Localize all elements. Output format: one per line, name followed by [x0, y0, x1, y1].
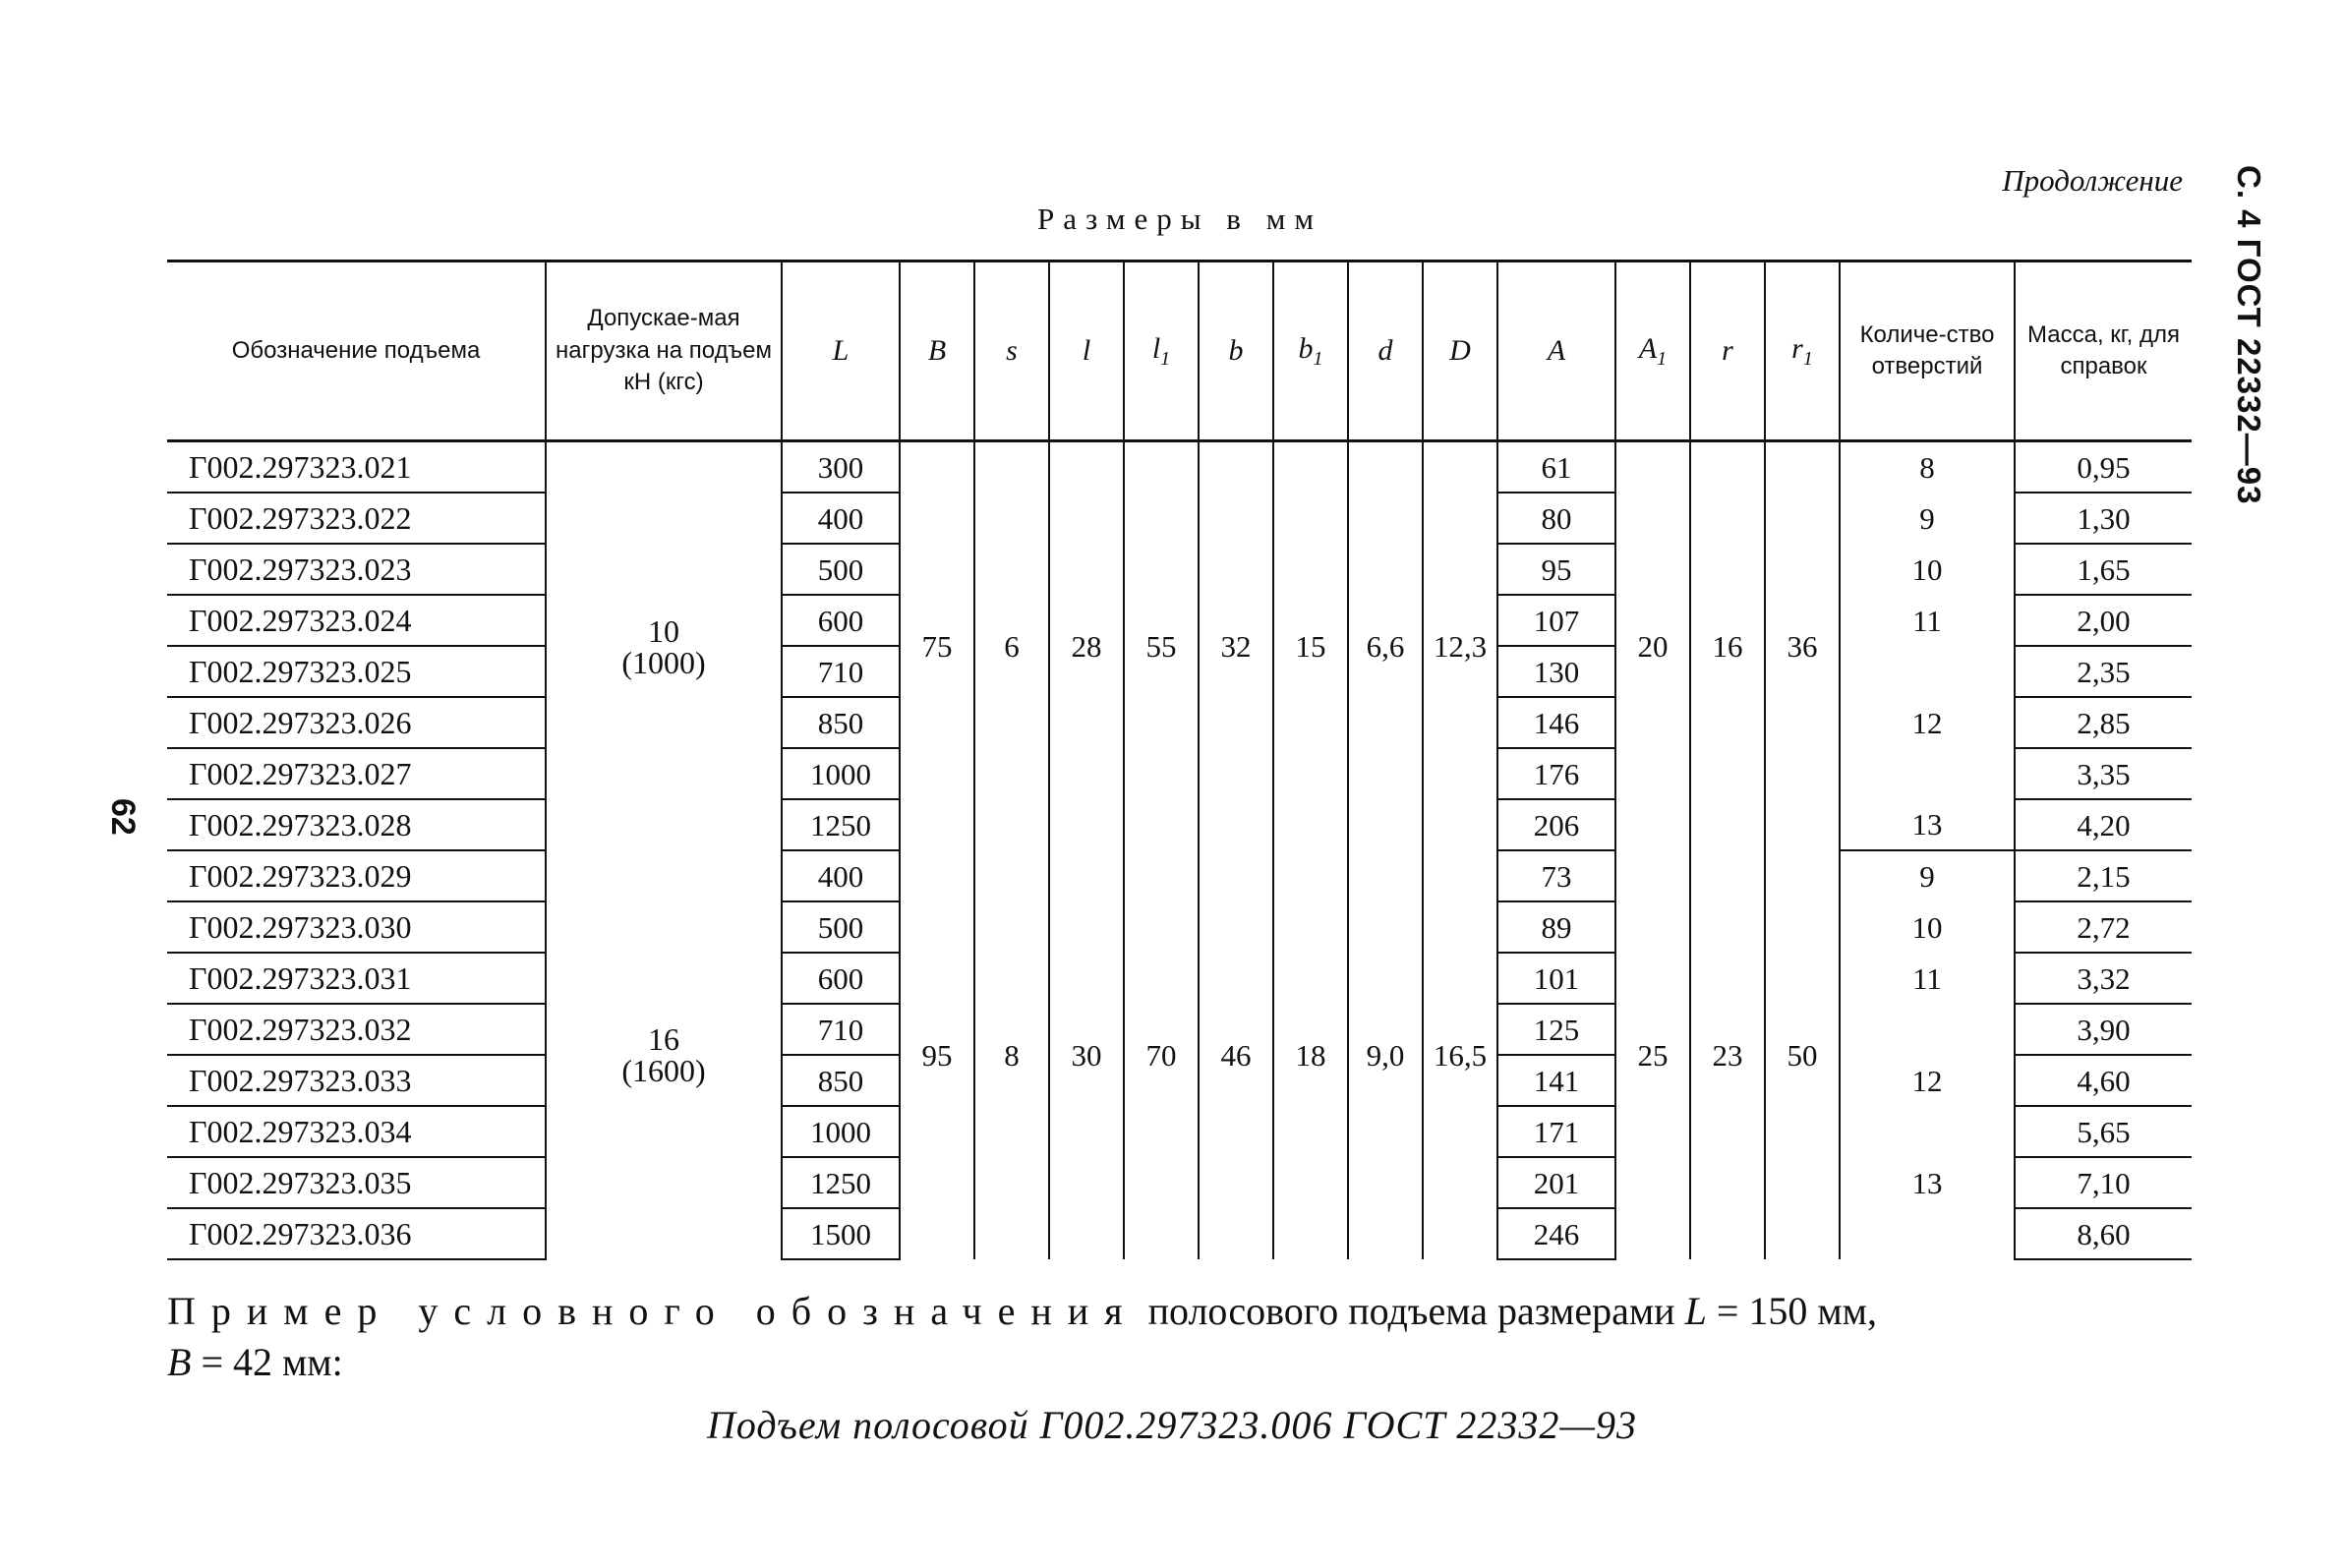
- cell-designation: Г002.297323.028: [167, 799, 546, 850]
- cell-A: 61: [1497, 441, 1615, 494]
- cell-L: 1250: [782, 799, 900, 850]
- cell-designation: Г002.297323.030: [167, 901, 546, 953]
- cell-A: 95: [1497, 544, 1615, 595]
- example-text: полосового подъема размерами: [1147, 1289, 1675, 1333]
- example-L-value: = 150 мм,: [1716, 1289, 1877, 1333]
- cell-designation: Г002.297323.023: [167, 544, 546, 595]
- designation-example: Подъем полосовой Г002.297323.006 ГОСТ 22332—93: [707, 1403, 1637, 1447]
- cell-holes: 12: [1840, 1055, 2015, 1106]
- cell-holes: [1840, 1004, 2015, 1055]
- cell-A: 130: [1497, 646, 1615, 697]
- col-A1-sub: 1: [1657, 348, 1668, 370]
- side-header: [2224, 165, 2283, 549]
- col-designation: Обозначение подъема: [167, 261, 546, 441]
- cell-designation: Г002.297323.027: [167, 748, 546, 799]
- cell-holes: 10: [1840, 901, 2015, 953]
- cell-L: 1000: [782, 748, 900, 799]
- col-load: Допускае-мая нагрузка на подъем кН (кгс): [546, 261, 782, 441]
- side-header-text: С. 4 ГОСТ 22332—93: [2231, 165, 2267, 505]
- cell-A: 176: [1497, 748, 1615, 799]
- cell-A: 171: [1497, 1106, 1615, 1157]
- col-r1-symbol: r: [1791, 332, 1803, 365]
- col-b1-symbol: b: [1298, 332, 1314, 365]
- cell-L: 1000: [782, 1106, 900, 1157]
- col-l1: [1124, 261, 1199, 441]
- table-caption: Размеры в мм: [1037, 202, 1322, 236]
- cell-A: 141: [1497, 1055, 1615, 1106]
- col-mass: Масса, кг, для справок: [2015, 261, 2192, 441]
- cell-r1: 36: [1765, 441, 1840, 851]
- cell-A: 89: [1497, 901, 1615, 953]
- cell-A: 246: [1497, 1208, 1615, 1259]
- cell-holes: 10: [1840, 544, 2015, 595]
- cell-mass: 3,32: [2015, 953, 2192, 1004]
- cell-mass: 0,95: [2015, 441, 2192, 494]
- col-r1: [1765, 261, 1840, 441]
- page-number-text: 62: [104, 798, 142, 836]
- cell-mass: 8,60: [2015, 1208, 2192, 1259]
- cell-l: 30: [1049, 850, 1124, 1259]
- cell-holes: [1840, 1208, 2015, 1259]
- cell-A: 73: [1497, 850, 1615, 901]
- cell-mass: 1,65: [2015, 544, 2192, 595]
- cell-d: 6,6: [1348, 441, 1423, 851]
- col-b1: [1273, 261, 1348, 441]
- table-body: [167, 441, 2192, 1260]
- cell-s: 8: [974, 850, 1049, 1259]
- col-b: b: [1199, 261, 1273, 441]
- cell-mass: 3,90: [2015, 1004, 2192, 1055]
- col-l: l: [1049, 261, 1124, 441]
- cell-A1: 25: [1615, 850, 1690, 1259]
- cell-holes: 11: [1840, 953, 2015, 1004]
- cell-L: 300: [782, 441, 900, 494]
- cell-mass: 3,35: [2015, 748, 2192, 799]
- table-header-row: [167, 261, 2192, 441]
- cell-A1: 20: [1615, 441, 1690, 851]
- cell-L: 710: [782, 646, 900, 697]
- cell-A: 146: [1497, 697, 1615, 748]
- cell-holes: 9: [1840, 493, 2015, 544]
- page-number: [106, 798, 146, 877]
- cell-mass: 2,15: [2015, 850, 2192, 901]
- cell-A: 206: [1497, 799, 1615, 850]
- cell-holes: 13: [1840, 799, 2015, 850]
- cell-b1: 18: [1273, 850, 1348, 1259]
- cell-designation: Г002.297323.029: [167, 850, 546, 901]
- cell-mass: 4,60: [2015, 1055, 2192, 1106]
- cell-load: [546, 850, 782, 1259]
- col-r1-sub: 1: [1802, 348, 1813, 370]
- example-L-symbol: L: [1684, 1289, 1707, 1333]
- example-B-value: = 42 мм:: [201, 1340, 343, 1384]
- cell-r: 16: [1690, 441, 1765, 851]
- cell-designation: Г002.297323.035: [167, 1157, 546, 1208]
- col-A: A: [1497, 261, 1615, 441]
- cell-designation: Г002.297323.025: [167, 646, 546, 697]
- cell-load-kgs: (1600): [621, 1053, 706, 1088]
- cell-designation: Г002.297323.031: [167, 953, 546, 1004]
- cell-L: 1250: [782, 1157, 900, 1208]
- cell-B: 75: [900, 441, 974, 851]
- cell-load-kn: 16: [648, 1021, 679, 1057]
- col-r: r: [1690, 261, 1765, 441]
- cell-r: 23: [1690, 850, 1765, 1259]
- col-s: s: [974, 261, 1049, 441]
- col-l1-sub: 1: [1160, 348, 1171, 370]
- cell-A: 201: [1497, 1157, 1615, 1208]
- cell-mass: 2,85: [2015, 697, 2192, 748]
- col-d: d: [1348, 261, 1423, 441]
- cell-mass: 4,20: [2015, 799, 2192, 850]
- cell-B: 95: [900, 850, 974, 1259]
- cell-mass: 2,00: [2015, 595, 2192, 646]
- cell-L: 600: [782, 595, 900, 646]
- table-row: [167, 850, 2192, 901]
- col-A1-symbol: A: [1638, 332, 1658, 365]
- cell-mass: 5,65: [2015, 1106, 2192, 1157]
- cell-designation: Г002.297323.024: [167, 595, 546, 646]
- cell-load-kgs: (1000): [621, 644, 706, 680]
- cell-r1: 50: [1765, 850, 1840, 1259]
- cell-mass: 2,72: [2015, 901, 2192, 953]
- cell-holes: [1840, 646, 2015, 697]
- cell-designation: Г002.297323.036: [167, 1208, 546, 1259]
- cell-s: 6: [974, 441, 1049, 851]
- cell-L: 850: [782, 697, 900, 748]
- col-L: L: [782, 261, 900, 441]
- cell-holes: 13: [1840, 1157, 2015, 1208]
- cell-L: 500: [782, 901, 900, 953]
- cell-b: 32: [1199, 441, 1273, 851]
- cell-A: 107: [1497, 595, 1615, 646]
- cell-holes: 9: [1840, 850, 2015, 901]
- example-lead: Пример условного обозначения: [167, 1289, 1139, 1333]
- cell-designation: Г002.297323.022: [167, 493, 546, 544]
- cell-L: 400: [782, 493, 900, 544]
- cell-holes: 11: [1840, 595, 2015, 646]
- cell-holes: 12: [1840, 697, 2015, 748]
- col-l1-symbol: l: [1151, 332, 1161, 365]
- cell-L: 710: [782, 1004, 900, 1055]
- cell-L: 1500: [782, 1208, 900, 1259]
- dimensions-table: [167, 260, 2192, 1260]
- cell-mass: 2,35: [2015, 646, 2192, 697]
- cell-d: 9,0: [1348, 850, 1423, 1259]
- cell-b1: 15: [1273, 441, 1348, 851]
- cell-designation: Г002.297323.032: [167, 1004, 546, 1055]
- cell-L: 400: [782, 850, 900, 901]
- cell-designation: Г002.297323.021: [167, 441, 546, 494]
- cell-mass: 1,30: [2015, 493, 2192, 544]
- cell-load: [546, 441, 782, 851]
- cell-l1: 70: [1124, 850, 1199, 1259]
- col-B: B: [900, 261, 974, 441]
- col-holes: Количе-ство отверстий: [1840, 261, 2015, 441]
- col-A1: [1615, 261, 1690, 441]
- cell-A: 80: [1497, 493, 1615, 544]
- example-paragraph: [167, 1286, 2183, 1388]
- cell-mass: 7,10: [2015, 1157, 2192, 1208]
- col-D: D: [1423, 261, 1497, 441]
- cell-designation: Г002.297323.033: [167, 1055, 546, 1106]
- cell-designation: Г002.297323.034: [167, 1106, 546, 1157]
- cell-l: 28: [1049, 441, 1124, 851]
- col-b1-sub: 1: [1313, 348, 1323, 370]
- cell-holes: [1840, 748, 2015, 799]
- cell-A: 125: [1497, 1004, 1615, 1055]
- cell-D: 12,3: [1423, 441, 1497, 851]
- cell-b: 46: [1199, 850, 1273, 1259]
- cell-holes: 8: [1840, 441, 2015, 494]
- cell-holes: [1840, 1106, 2015, 1157]
- continuation-label: Продолжение: [2002, 163, 2183, 198]
- cell-A: 101: [1497, 953, 1615, 1004]
- cell-designation: Г002.297323.026: [167, 697, 546, 748]
- cell-L: 500: [782, 544, 900, 595]
- cell-L: 850: [782, 1055, 900, 1106]
- table-row: [167, 441, 2192, 494]
- cell-load-kn: 10: [648, 612, 679, 649]
- cell-L: 600: [782, 953, 900, 1004]
- cell-l1: 55: [1124, 441, 1199, 851]
- cell-D: 16,5: [1423, 850, 1497, 1259]
- example-B-symbol: B: [167, 1340, 192, 1384]
